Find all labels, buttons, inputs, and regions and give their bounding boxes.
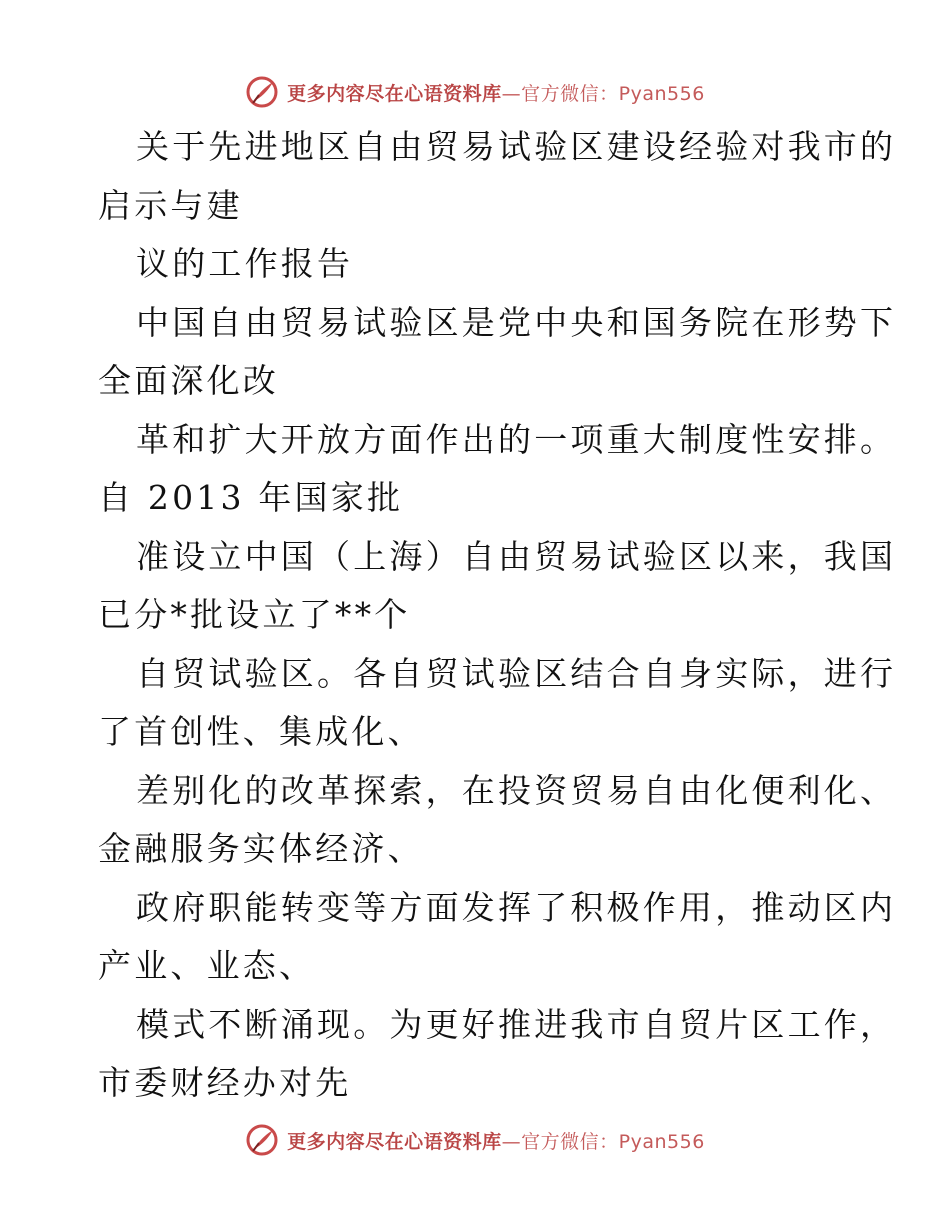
paragraph-line-continuation: 启示与建 bbox=[98, 185, 243, 225]
paragraph-line: 差别化的改革探索，在投资贸易自由化便利化、 bbox=[136, 770, 897, 810]
paragraph-line: 关于先进地区自由贸易试验区建设经验对我市的 bbox=[136, 127, 897, 166]
paragraph bbox=[98, 528, 897, 645]
banner-text bbox=[287, 1127, 705, 1154]
feather-pen-logo-icon bbox=[245, 1123, 279, 1157]
banner-text-rest: —官方微信：Pyan556 bbox=[501, 1130, 705, 1153]
footer-banner bbox=[0, 1120, 950, 1160]
paragraph-line-continuation: 金融服务实体经济、 bbox=[98, 829, 424, 868]
paragraph bbox=[98, 235, 853, 294]
paragraph-line: 政府职能转变等方面发挥了积极作用，推动区内 bbox=[136, 887, 897, 927]
paragraph-line: 准设立中国（上海）自由贸易试验区以来，我国 bbox=[136, 536, 897, 576]
paragraph-line-continuation: 产业、业态、 bbox=[98, 946, 316, 985]
paragraph bbox=[98, 294, 897, 411]
paragraph bbox=[98, 996, 897, 1113]
feather-pen-logo-icon bbox=[245, 75, 279, 109]
paragraph-line: 自贸试验区。各自贸试验区结合自身实际，进行 bbox=[136, 653, 897, 693]
banner-text-bold: 更多内容尽在心语资料库 bbox=[287, 82, 502, 105]
paragraph bbox=[98, 118, 897, 235]
paragraph-line-continuation: 自 2013 年国家批 bbox=[98, 478, 404, 517]
paragraph bbox=[98, 762, 897, 879]
paragraph-line: 模式不断涌现。为更好推进我市自贸片区工作， bbox=[136, 1004, 897, 1044]
banner-text-rest: —官方微信：Pyan556 bbox=[501, 82, 705, 105]
header-banner bbox=[0, 72, 950, 112]
paragraph-line: 中国自由贸易试验区是党中央和国务院在形势下 bbox=[136, 302, 897, 342]
banner-text bbox=[287, 79, 705, 106]
paragraph-line-continuation: 市委财经办对先 bbox=[98, 1063, 352, 1102]
document-body bbox=[98, 118, 897, 1113]
paragraph-line-continuation: 了首创性、集成化、 bbox=[98, 712, 424, 751]
paragraph bbox=[98, 879, 897, 996]
paragraph-line: 议的工作报告 bbox=[136, 244, 354, 283]
paragraph bbox=[98, 411, 897, 528]
paragraph-line-continuation: 已分*批设立了**个 bbox=[98, 595, 411, 634]
paragraph bbox=[98, 645, 897, 762]
banner-text-bold: 更多内容尽在心语资料库 bbox=[287, 1130, 502, 1153]
paragraph-line: 革和扩大开放方面作出的一项重大制度性安排。 bbox=[136, 419, 897, 459]
paragraph-line-continuation: 全面深化改 bbox=[98, 361, 279, 400]
